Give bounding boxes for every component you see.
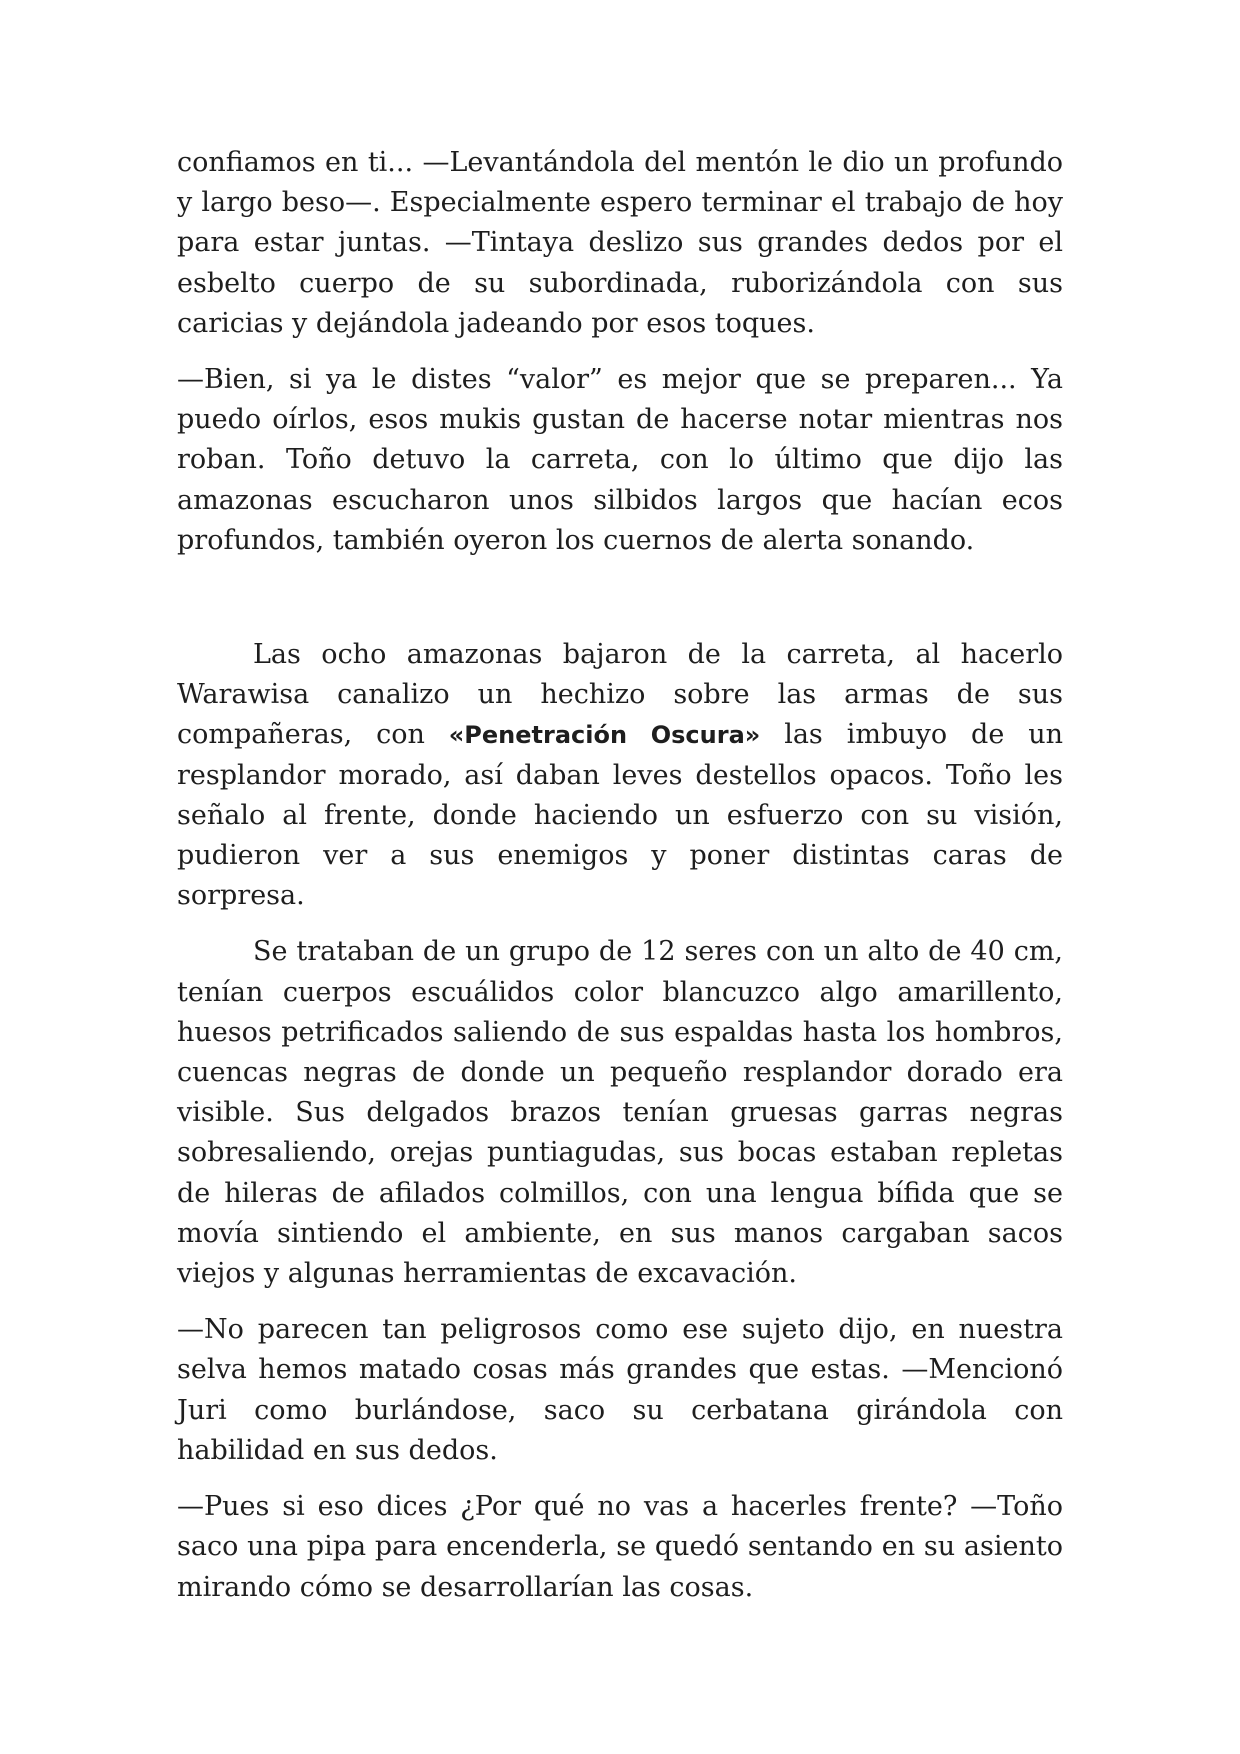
spell-name: «Penetración Oscura» — [448, 721, 761, 750]
paragraph — [177, 635, 1063, 916]
paragraph: —No parecen tan peligrosos como ese sujeto dijo, en nuestra selva hemos matado cosas más grandes que estas. —Mencionó Juri como burlándose, saco su cerbatana girándola con habilidad en sus dedos. — [177, 1314, 1063, 1466]
document-text-body — [177, 143, 1063, 1624]
paragraph: —Bien, si ya le distes “valor” es mejor que se preparen... Ya puedo oírlos, esos mukis gustan de hacerse notar mientras nos roban. Toño detuvo la carreta, con lo último que dijo las amazonas escucharon unos silbidos largos que hacían ecos profundos, también oyeron los cuernos de alerta sonando. — [177, 364, 1063, 556]
paragraph: confiamos en ti... —Levantándola del mentón le dio un profundo y largo beso—. Especialmente espero terminar el trabajo de hoy para estar juntas. —Tintaya deslizo sus grandes dedos por el esbelto cuerpo de su subordinada, ruborizándola con sus caricias y dejándola jadeando por esos toques. — [177, 147, 1063, 339]
paragraph-text: Las ocho amazonas bajaron de la carreta, al hacerlo Warawisa canalizo un hechizo sobre las armas de sus compañeras, con — [177, 639, 1063, 751]
paragraph-text: las imbuyo de un resplandor morado, así daban leves destellos opacos. Toño les señalo al frente, donde haciendo un esfuerzo con su visión, pudieron ver a sus enemigos y poner distintas caras de sorpresa. — [177, 719, 1063, 912]
paragraph: —Pues si eso dices ¿Por qué no vas a hacerles frente? —Toño saco una pipa para encenderla, se quedó sentando en su asiento mirando cómo se desarrollarían las cosas. — [177, 1491, 1063, 1603]
paragraph: Se trataban de un grupo de 12 seres con un alto de 40 cm, tenían cuerpos escuálidos color blancuzco algo amarillento, huesos petrificados saliendo de sus espaldas hasta los hombros, cuencas negras de donde un pequeño resplandor dorado era visible. Sus delgados brazos tenían gruesas garras negras sobresaliendo, orejas puntiagudas, sus bocas estaban repletas de hileras de afilados colmillos, con una lengua bífida que se movía sintiendo el ambiente, en sus manos cargaban sacos viejos y algunas herramientas de excavación. — [177, 936, 1063, 1290]
